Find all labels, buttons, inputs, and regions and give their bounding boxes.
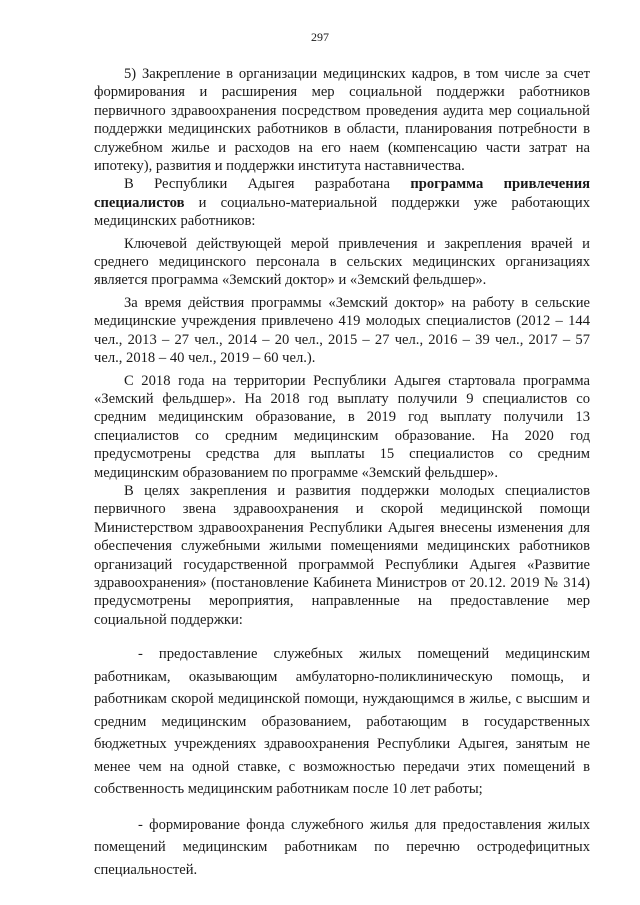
list-item-service-housing: - предоставление служебных жилых помещений медицинским работникам, оказывающим амбулаторно-поликлиническую помощь, и работникам скорой медицинской помощи, нуждающимся в жилье, с высшим и средним медицинским образованием, работающим в государственных бюджетных учреждениях здравоохранения Республики Адыгея, занятым не менее чем на одной ставке, с возможностью передачи этих помещений в собственность медицинским работникам после 10 лет работы;: [94, 646, 590, 798]
program-name-bold: программа привлечения специалистов: [94, 176, 590, 211]
document-body: [94, 65, 590, 881]
program-intro-rest: и социально-материальной поддержки уже работающих медицинских работников:: [94, 194, 590, 230]
paragraph-key-measure: Ключевой действующей мерой привлечения и закрепления врачей и среднего медицинского персонала в сельских медицинских организациях является программа «Земский доктор» и «Земский фельдшер».: [94, 235, 590, 289]
support-measures-list: [94, 643, 590, 881]
page-number: 297: [311, 30, 329, 44]
paragraph-program-intro: [94, 175, 590, 230]
program-intro-text: В Республики Адыгея разработана: [124, 176, 411, 193]
paragraph-zemsky-doctor: За время действия программы «Земский доктор» на работу в сельские медицинские учреждения привлечено 419 молодых специалистов (2012 – 144 чел., 2013 – 27 чел., 2014 – 20 чел., 2015 – 27 чел., 2016 – 39 чел., 2017 – 57 чел., 2018 – 40 чел., 2019 – 60 чел.).: [94, 294, 590, 367]
paragraph-housing-measures: В целях закрепления и развития поддержки молодых специалистов первичного звена здравоохранения и скорой медицинской помощи Министерством здравоохранения Республики Адыгея внесены изменения для обеспечения служебными жилыми помещениями медицинских работников организаций государственной программой Республики Адыгея «Развитие здравоохранения» (постановление Кабинета Министров от 20.12. 2019 № 314) предусмотрены мероприятия, направленные на предоставление мер социальной поддержки:: [94, 482, 590, 628]
paragraph-staff-retention: 5) Закрепление в организации медицинских кадров, в том числе за счет формирования и расширения мер социальной поддержки работников первичного здравоохранения посредством проведения аудита мер социальной поддержки медицинских работников в области, планирования потребности в служебном жилье и расходов на его наем (компенсацию части затрат на ипотеку), развития и поддержки института наставничества.: [94, 66, 590, 175]
list-item-housing-fund: - формирование фонда служебного жилья для предоставления жилых помещений медицинским работникам по перечню остродефицитных специальностей.: [94, 816, 590, 878]
paragraph-zemsky-feldsher: С 2018 года на территории Республики Адыгея стартовала программа «Земский фельдшер». На 2018 год выплату получили 9 специалистов со средним медицинским образование, в 2019 год выплату получили 13 специалистов со средним медицинским образование. На 2020 год предусмотрены средства для выплаты 15 специалистов со средним медицинским образованием по программе «Земский фельдшер».: [94, 372, 590, 481]
